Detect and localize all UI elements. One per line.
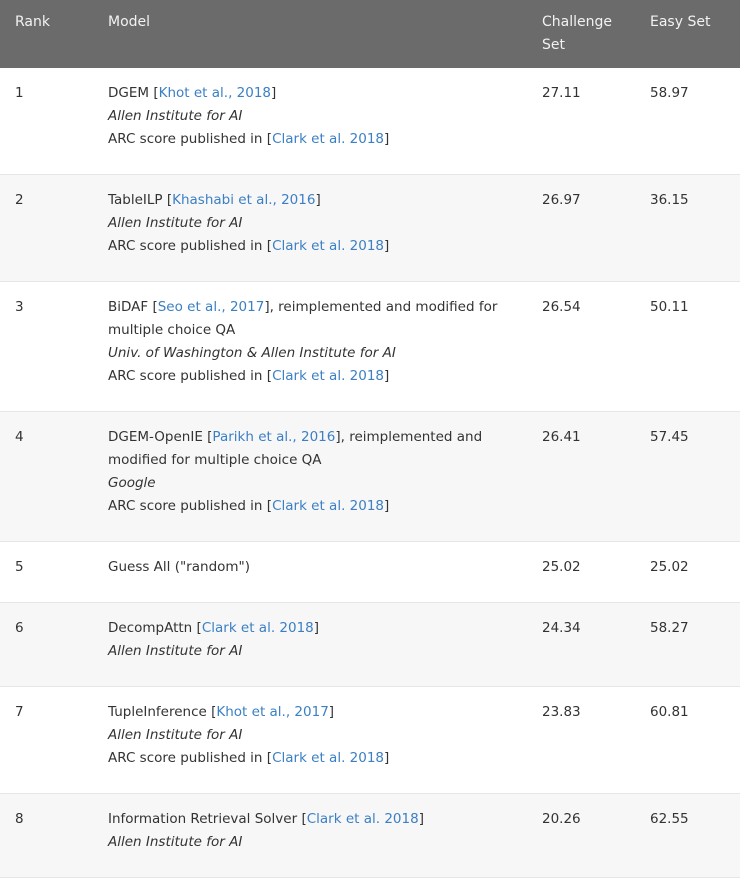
challenge-score-cell: 26.97 [542,192,581,208]
easy-score-cell: 57.45 [650,429,689,445]
publication-note: ARC score published in [Clark et al. 2018] [108,368,390,384]
model-name: TupleInference [108,704,207,720]
challenge-score-cell: 20.26 [542,811,581,827]
publication-note: ARC score published in [Clark et al. 2018] [108,238,390,254]
model-description: , reimplemented and modified for multiple choice QA [108,299,498,338]
model-cell: DGEM [Khot et al., 2018] Allen Institute for AI ARC score published in [Clark et al. 2018] [108,68,527,175]
table-row [0,794,740,878]
rank-cell: 6 [15,620,24,636]
model-name: DGEM [108,85,150,101]
easy-score-cell: 36.15 [650,192,689,208]
rank-cell: 4 [15,429,24,445]
challenge-score-cell: 23.83 [542,704,581,720]
table-row [0,68,740,175]
table-row [0,412,740,542]
model-name: DGEM-OpenIE [108,429,203,445]
table-row [0,603,740,687]
model-cell: DecompAttn [Clark et al. 2018] Allen Institute for AI [108,603,527,687]
table-header [0,0,740,68]
table-row [0,282,740,412]
citation-link[interactable]: Khot et al., 2018 [158,85,272,101]
publication-note: ARC score published in [Clark et al. 2018] [108,750,390,766]
rank-cell: 8 [15,811,24,827]
challenge-score-cell: 27.11 [542,85,581,101]
citation-link[interactable]: Khashabi et al., 2016 [172,192,316,208]
publication-citation-link[interactable]: Clark et al. 2018 [272,131,385,147]
publication-note: ARC score published in [Clark et al. 2018] [108,498,390,514]
institution: Allen Institute for AI [108,727,243,743]
table-body [0,68,740,878]
publication-note-text: ARC score published in [108,498,267,514]
publication-note: ARC score published in [Clark et al. 2018] [108,131,390,147]
citation-link[interactable]: Seo et al., 2017 [157,299,265,315]
rank-cell: 1 [15,85,24,101]
publication-citation-link[interactable]: Clark et al. 2018 [272,498,385,514]
model-cell: TableILP [Khashabi et al., 2016] Allen Institute for AI ARC score published in [Clark et al. 2018] [108,175,527,282]
easy-score-cell: 25.02 [650,559,689,575]
model-cell: TupleInference [Khot et al., 2017] Allen Institute for AI ARC score published in [Clark et al. 2018] [108,687,527,794]
rank-cell: 3 [15,299,24,315]
challenge-score-cell: 26.54 [542,299,581,315]
easy-set-header[interactable]: Easy Set [650,14,711,30]
institution: Allen Institute for AI [108,108,243,124]
publication-citation-link[interactable]: Clark et al. 2018 [272,238,385,254]
challenge-score-cell: 26.41 [542,429,581,445]
model-name: TableILP [108,192,163,208]
publication-note-text: ARC score published in [108,368,267,384]
model-cell: BiDAF [Seo et al., 2017], reimplemented and modified for multiple choice QA Univ. of Washington & Allen Institute for AI ARC score published in [Clark et al. 2018] [108,282,527,412]
model-name: Information Retrieval Solver [108,811,298,827]
publication-note-text: ARC score published in [108,750,267,766]
easy-score-cell: 62.55 [650,811,689,827]
institution: Allen Institute for AI [108,643,243,659]
publication-citation-link[interactable]: Clark et al. 2018 [272,750,385,766]
model-description: , reimplemented and modified for multiple choice QA [108,429,483,468]
citation-link[interactable]: Parikh et al., 2016 [212,429,336,445]
table-row [0,687,740,794]
publication-citation-link[interactable]: Clark et al. 2018 [272,368,385,384]
institution: Google [108,475,156,491]
citation-link[interactable]: Clark et al. 2018 [201,620,314,636]
easy-score-cell: 60.81 [650,704,689,720]
rank-cell: 5 [15,559,24,575]
rank-header[interactable]: Rank [15,14,50,30]
challenge-set-header[interactable]: Challenge Set [542,14,612,53]
challenge-score-cell: 25.02 [542,559,581,575]
easy-score-cell: 58.27 [650,620,689,636]
easy-score-cell: 58.97 [650,85,689,101]
publication-note-text: ARC score published in [108,238,267,254]
challenge-score-cell: 24.34 [542,620,581,636]
model-cell: DGEM-OpenIE [Parikh et al., 2016], reimplemented and modified for multiple choice QA Google ARC score published in [Clark et al. 2018] [108,412,527,542]
model-name: BiDAF [108,299,149,315]
table-row [0,542,740,603]
model-header[interactable]: Model [108,14,151,30]
citation-link[interactable]: Clark et al. 2018 [306,811,419,827]
model-name: DecompAttn [108,620,193,636]
institution: Allen Institute for AI [108,215,243,231]
rank-cell: 7 [15,704,24,720]
institution: Univ. of Washington & Allen Institute for AI [108,345,396,361]
table-row [0,175,740,282]
header-row [0,0,740,68]
model-cell [108,542,527,603]
citation-link[interactable]: Khot et al., 2017 [216,704,329,720]
rank-cell: 2 [15,192,24,208]
model-name: Guess All ("random") [108,559,251,575]
publication-note-text: ARC score published in [108,131,267,147]
model-cell: Information Retrieval Solver [Clark et al. 2018] Allen Institute for AI [108,794,527,878]
easy-score-cell: 50.11 [650,299,689,315]
institution: Allen Institute for AI [108,834,243,850]
